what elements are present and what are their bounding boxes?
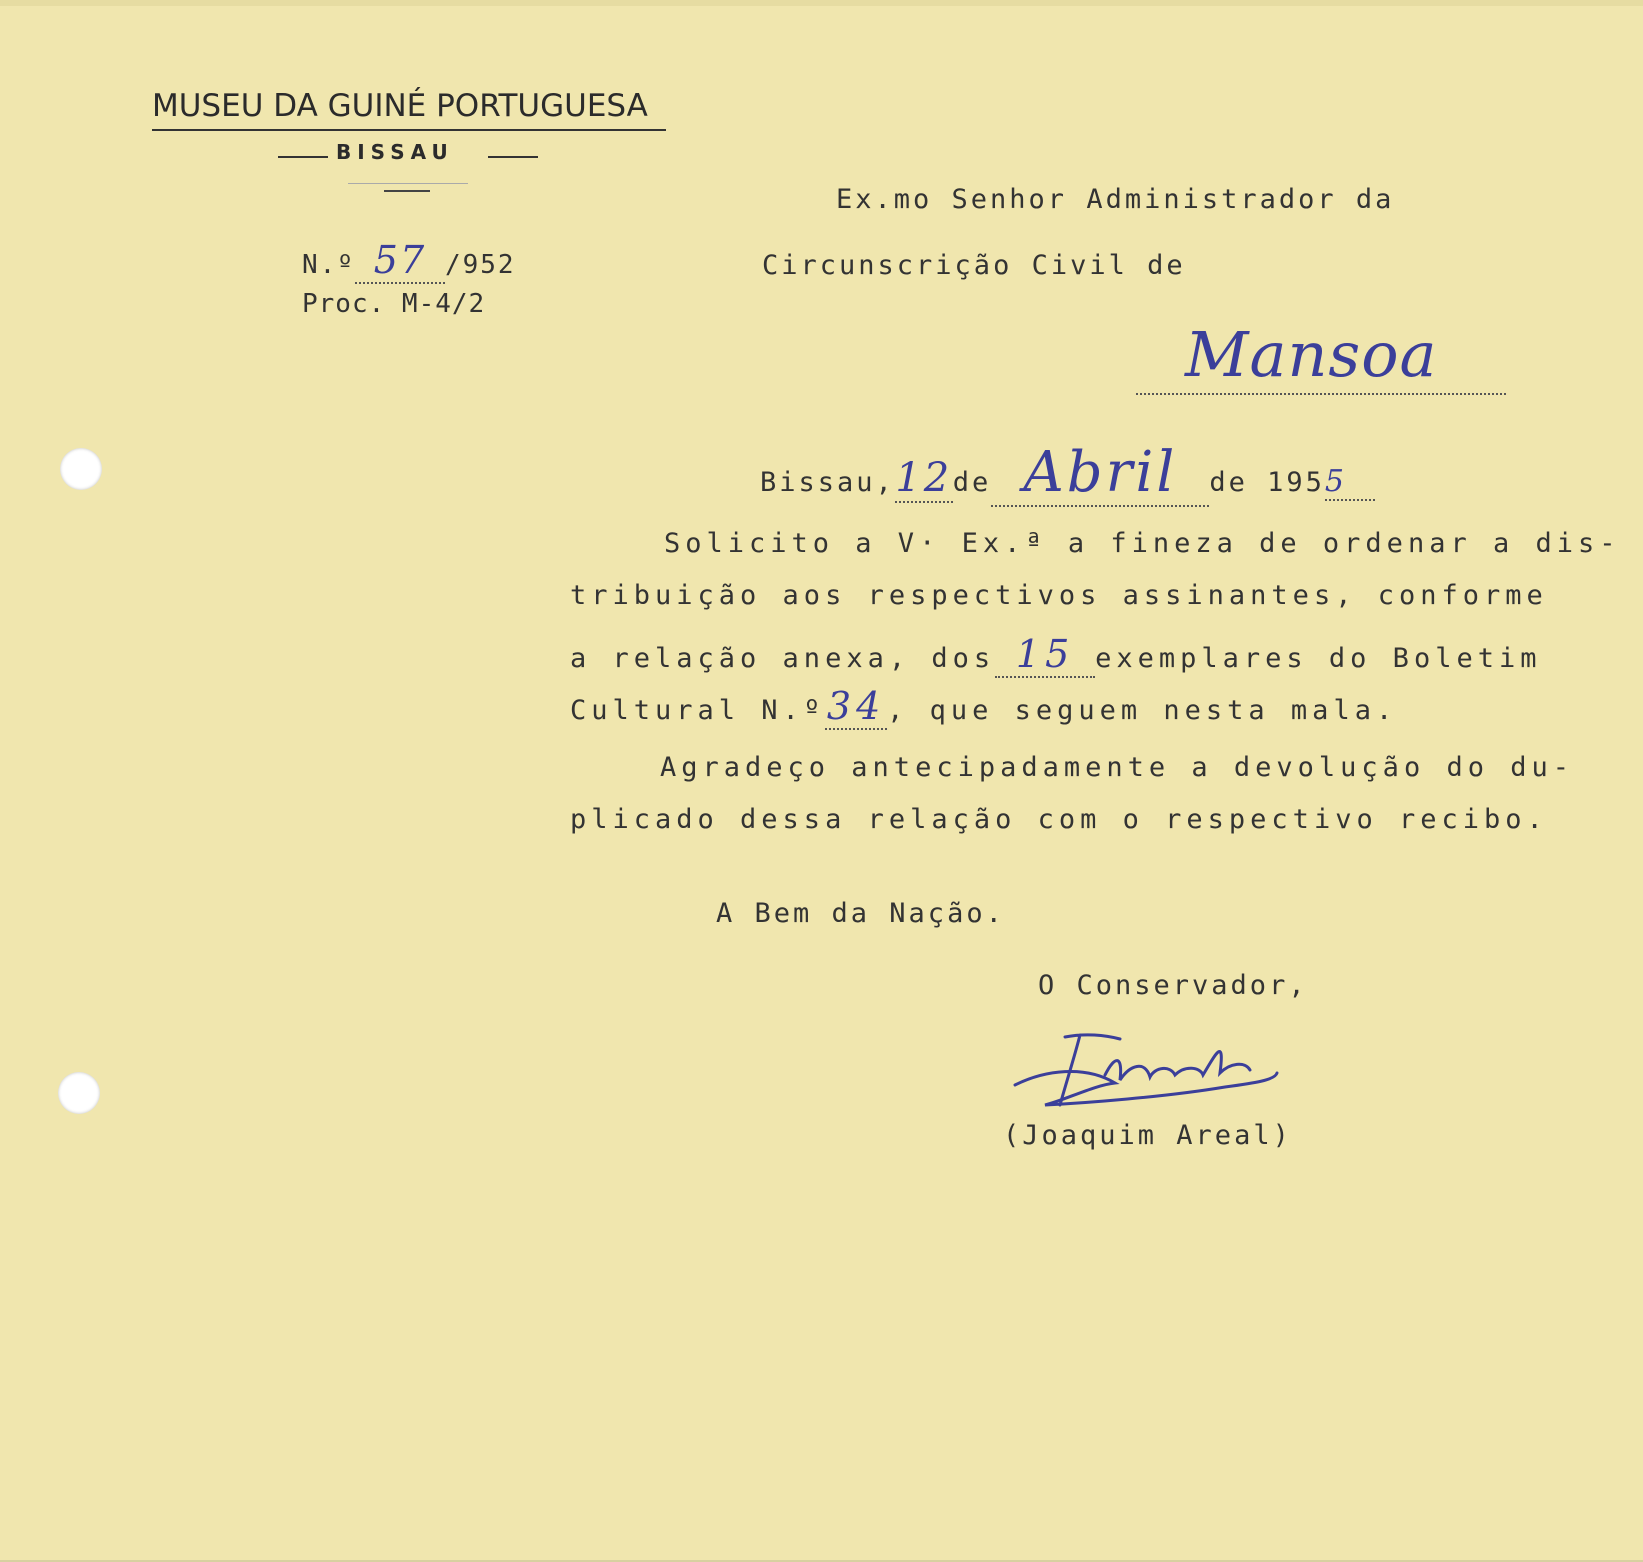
addressee-line2: Circunscrição Civil de — [762, 250, 1186, 281]
reference-number — [302, 238, 516, 284]
bulletin-number-handwritten: 34 — [826, 684, 886, 728]
date-day-handwritten: 12 — [895, 455, 953, 501]
letterhead-rule — [152, 129, 666, 131]
body-p1-line4 — [570, 684, 1397, 730]
punch-hole-bottom — [58, 1072, 100, 1114]
copies-field — [995, 632, 1095, 678]
reference-number-field — [355, 238, 445, 284]
letterhead-institution: MUSEU DA GUINÉ PORTUGUESA — [152, 88, 648, 124]
reference-number-prefix: N.º — [302, 250, 355, 280]
thin-rule — [348, 183, 468, 184]
body-p2-line2: plicado dessa relação com o respectivo recibo. — [570, 804, 1548, 835]
copies-handwritten: 15 — [1015, 632, 1075, 676]
body-p1-line3 — [570, 632, 1541, 678]
signatory-name: (Joaquim Areal) — [1003, 1120, 1292, 1151]
body-p1-line2: tribuição aos respectivos assinantes, conforme — [570, 580, 1548, 611]
body-p1-line3-start: a relação anexa, dos — [570, 643, 996, 674]
addressee-place-line — [1136, 393, 1506, 395]
date-city: Bissau, — [760, 467, 895, 498]
date-year-prefix: 195 — [1267, 467, 1325, 498]
body-p1-line1: Solicito a V· Ex.ª a fineza de ordenar a dis- — [664, 528, 1621, 559]
date-line — [760, 440, 1375, 507]
letterhead-city — [336, 140, 454, 164]
date-day-field — [895, 455, 953, 503]
paper-edge — [0, 0, 1643, 6]
date-year-handwritten: 5 — [1324, 464, 1347, 499]
date-de-1: de — [952, 467, 992, 498]
body-p2-line1: Agradeço antecipadamente a devolução do du- — [660, 752, 1574, 783]
closing-phrase: A Bem da Nação. — [716, 898, 1005, 929]
reference-proc: Proc. M-4/2 — [302, 289, 486, 319]
addressee-place-handwritten: Mansoa — [1185, 318, 1438, 391]
body-p1-line4-end: , que seguem nesta mala. — [887, 695, 1398, 726]
reference-number-handwritten: 57 — [373, 238, 427, 282]
addressee-line1: Ex.mo Senhor Administrador da — [836, 184, 1395, 215]
date-year-field — [1325, 464, 1375, 501]
date-de-2: de — [1209, 467, 1248, 498]
reference-number-suffix: /952 — [444, 250, 516, 280]
letterhead-dash-right — [488, 156, 538, 158]
punch-hole-top — [60, 448, 102, 490]
date-month-handwritten: Abril — [1023, 440, 1178, 505]
handwritten-signature — [1005, 1025, 1285, 1125]
body-p1-line3-end: exemplares do Boletim — [1095, 643, 1542, 674]
letterhead-dash-left — [278, 156, 328, 158]
date-month-field — [991, 440, 1209, 507]
letterhead-city-text: BISSAU — [336, 140, 454, 164]
bulletin-number-field — [825, 684, 887, 730]
short-rule — [384, 190, 430, 192]
signatory-title: O Conservador, — [1038, 970, 1308, 1001]
body-p1-line4-start: Cultural N.º — [570, 695, 826, 726]
